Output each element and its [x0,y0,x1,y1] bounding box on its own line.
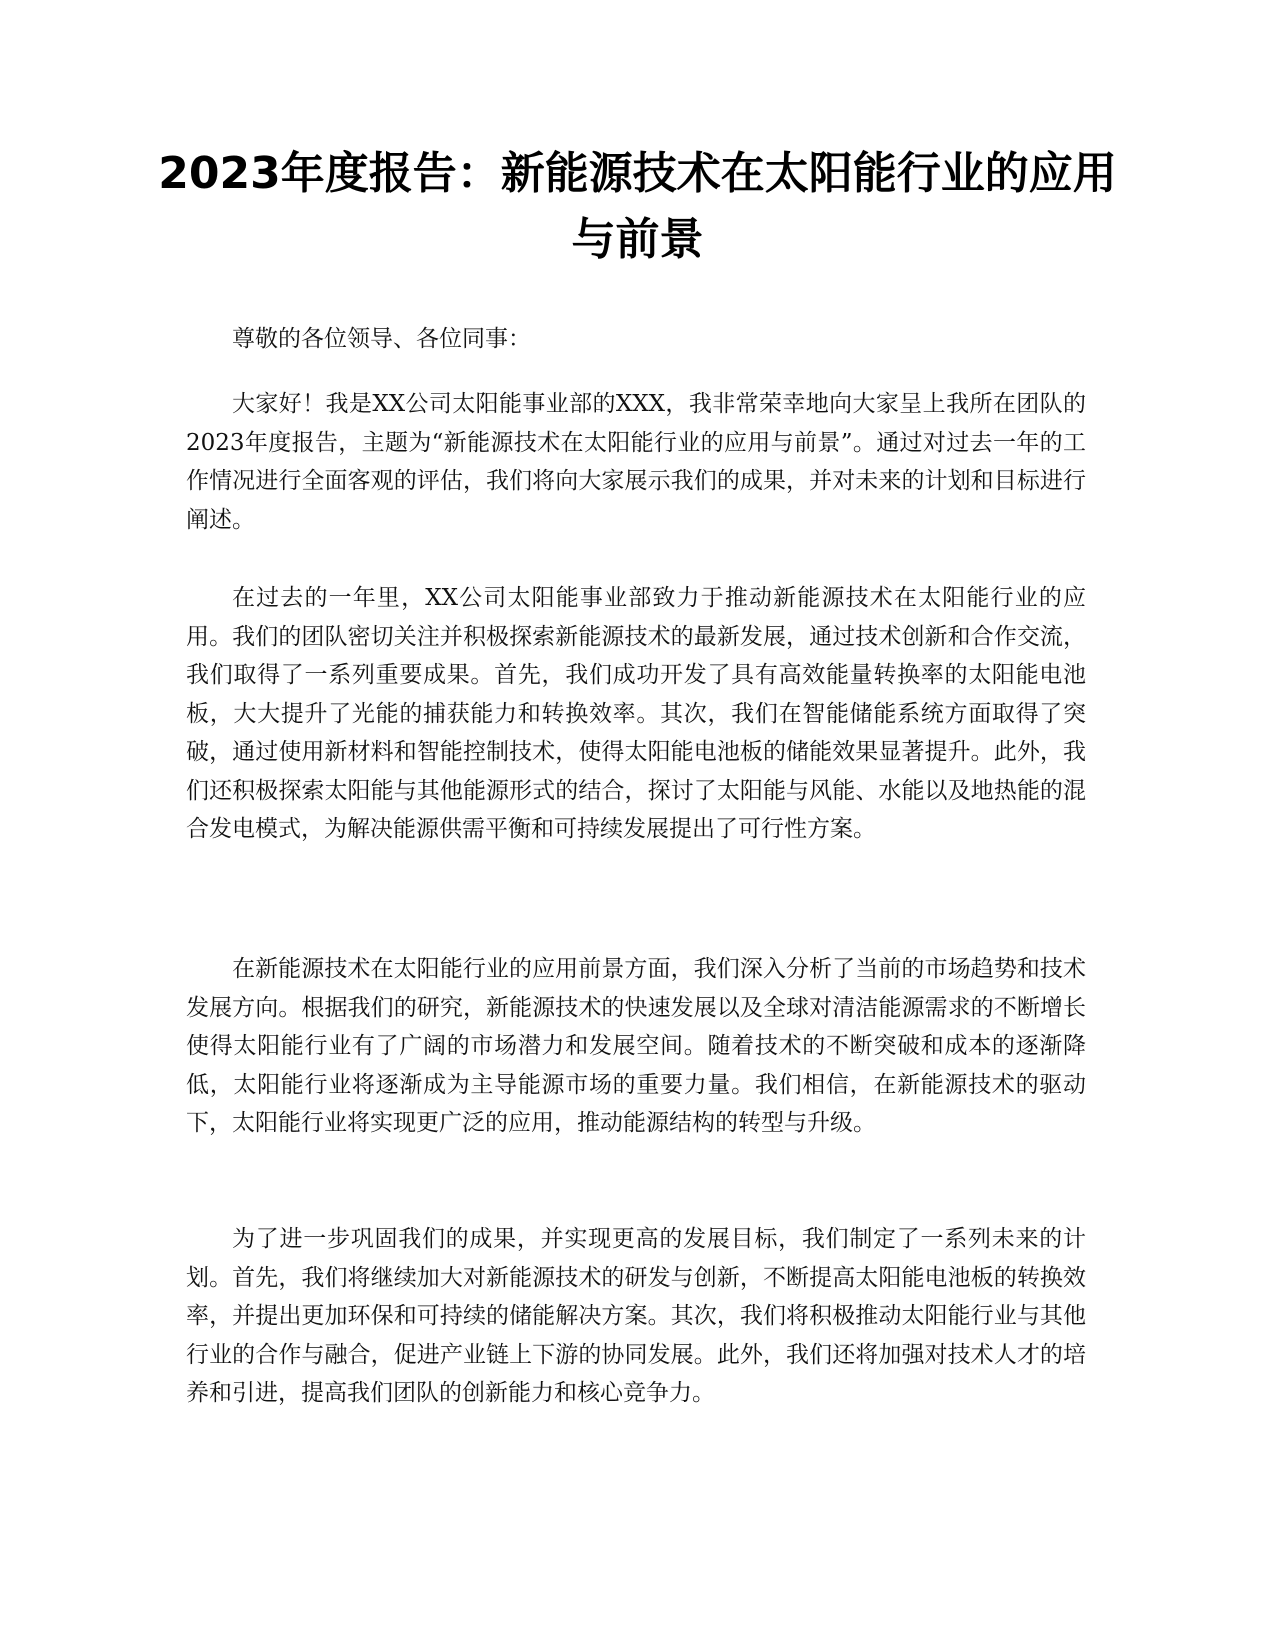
greeting-line: 尊敬的各位领导、各位同事： [232,326,531,352]
paragraph-outlook: 在新能源技术在太阳能行业的应用前景方面，我们深入分析了当前的市场趋势和技术发展方向。根据我们的研究，新能源技术的快速发展以及全球对清洁能源需求的不断增长使得太阳能行业有了广阔的市场潜力和发展空间。随着技术的不断突破和成本的逐渐降低，太阳能行业将逐渐成为主导能源市场的重要力量。我们相信，在新能源技术的驱动下，太阳能行业将实现更广泛的应用，推动能源结构的转型与升级。 [186,956,1086,1136]
paragraph-intro: 大家好！我是XX公司太阳能事业部的XXX，我非常荣幸地向大家呈上我所在团队的2023年度报告，主题为“新能源技术在太阳能行业的应用与前景”。通过对过去一年的工作情况进行全面客观的评估，我们将向大家展示我们的成果，并对未来的计划和目标进行阐述。 [186,391,1086,533]
paragraph-achievements: 在过去的一年里，XX公司太阳能事业部致力于推动新能源技术在太阳能行业的应用。我们的团队密切关注并积极探索新能源技术的最新发展，通过技术创新和合作交流，我们取得了一系列重要成果。首先，我们成功开发了具有高效能量转换率的太阳能电池板，大大提升了光能的捕获能力和转换效率。其次，我们在智能储能系统方面取得了突破，通过使用新材料和智能控制技术，使得太阳能电池板的储能效果显著提升。此外，我们还积极探索太阳能与其他能源形式的结合，探讨了太阳能与风能、水能以及地热能的混合发电模式，为解决能源供需平衡和可持续发展提出了可行性方案。 [186,585,1086,842]
document-title: 2023年度报告：新能源技术在太阳能行业的应用与前景 [158,148,1117,265]
paragraph-future-plans: 为了进一步巩固我们的成果，并实现更高的发展目标，我们制定了一系列未来的计划。首先，我们将继续加大对新能源技术的研发与创新，不断提高太阳能电池板的转换效率，并提出更加环保和可持续的储能解决方案。其次，我们将积极推动太阳能行业与其他行业的合作与融合，促进产业链上下游的协同发展。此外，我们还将加强对技术人才的培养和引进，提高我们团队的创新能力和核心竞争力。 [186,1226,1086,1406]
